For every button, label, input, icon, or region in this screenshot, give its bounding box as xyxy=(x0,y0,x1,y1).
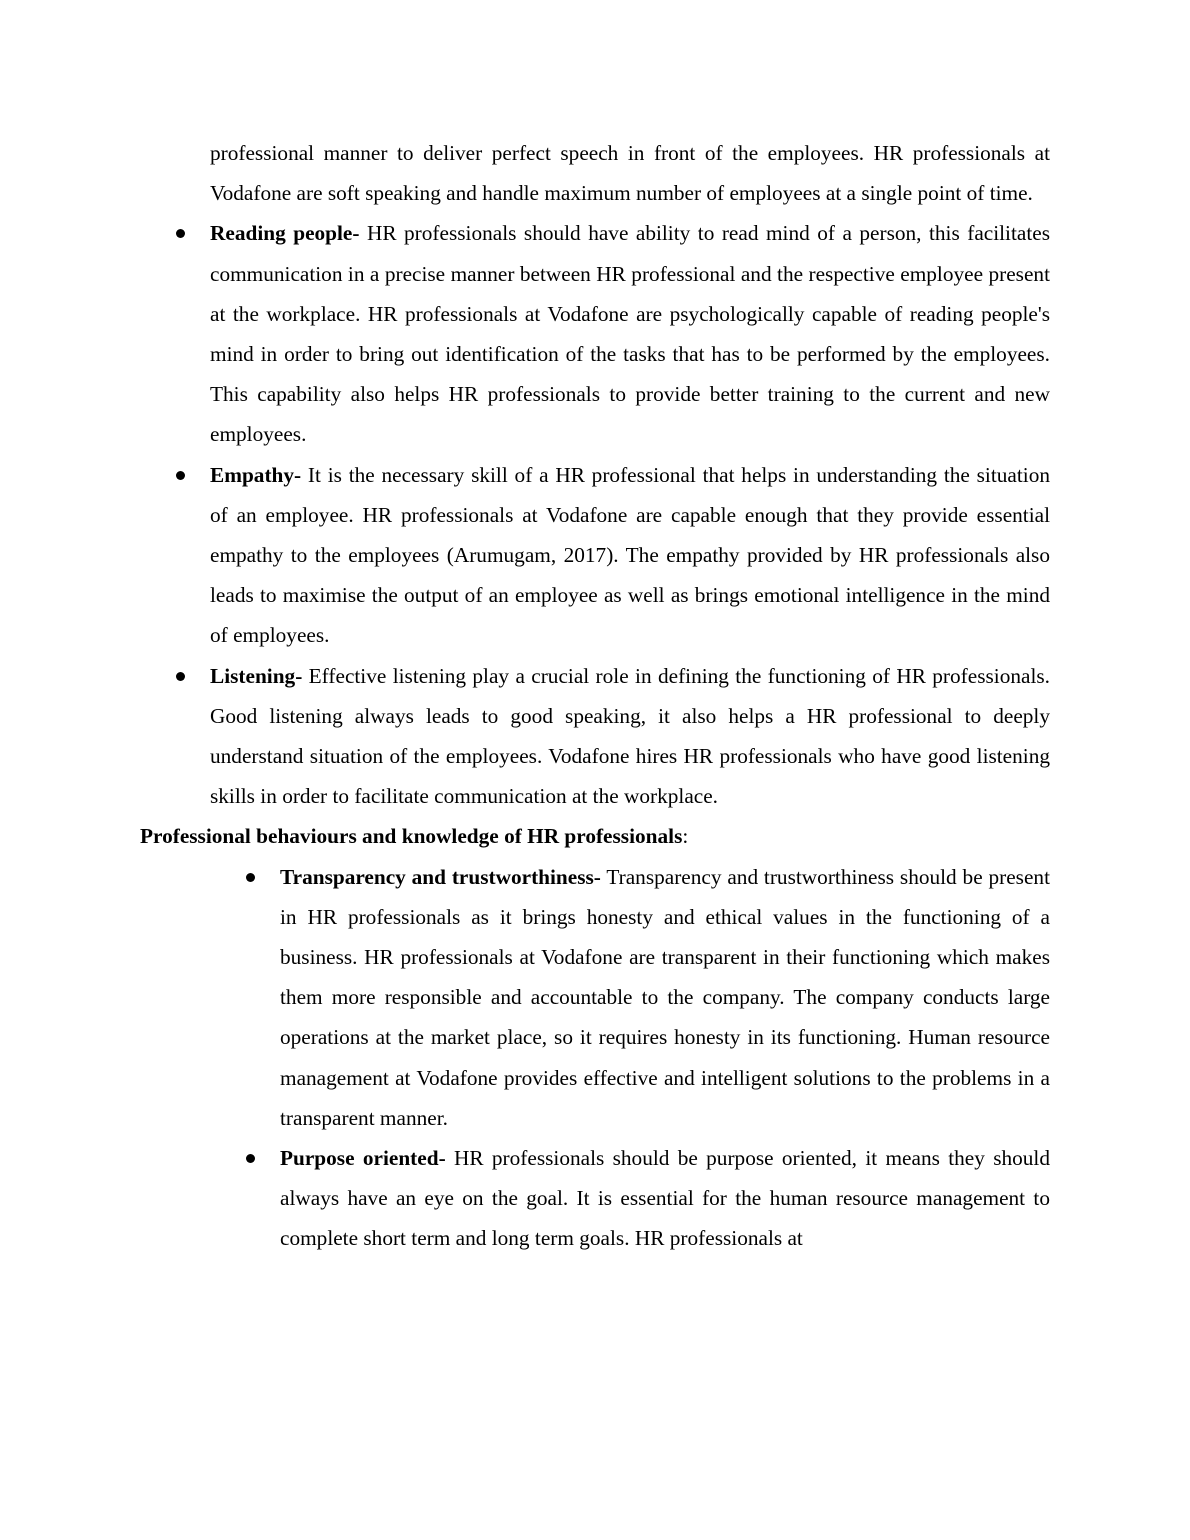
bullet-icon xyxy=(246,1154,255,1163)
list-item-term: Transparency and trustworthiness- xyxy=(280,864,601,889)
bullet-icon xyxy=(176,471,185,480)
list-item-listening xyxy=(210,656,1050,817)
list-item-transparency xyxy=(280,857,1050,1138)
section-heading-title: Professional behaviours and knowledge of HR professionals xyxy=(140,824,683,849)
continuation-paragraph: professional manner to deliver perfect speech in front of the employees. HR professionals at Vodafone are soft speaking and handle maximum number of employees at a single point of time. xyxy=(210,141,1050,206)
list-item-reading-people xyxy=(210,213,1050,454)
list-item-text: Transparency and trustworthiness should be present in HR professionals as it brings honesty and ethical values in the functioning of a business. HR professionals at Vodafone are transparent in their functioning which makes them more responsible and accountable to the company. The company conducts large operations at the market place, so it requires honesty in its functioning. Human resource management at Vodafone provides effective and intelligent solutions to the problems in a transparent manner. xyxy=(280,864,1050,1130)
section-heading-colon: : xyxy=(682,824,689,849)
list-item-empathy xyxy=(210,455,1050,656)
page-content xyxy=(140,133,1050,1259)
list-item-text: It is the necessary skill of a HR professional that helps in understanding the situation of an employee. HR professionals at Vodafone are capable enough that they provide essential empathy to the employees (Arumugam, 2017). The empathy provided by HR professionals also leads to maximise the output of an employee as well as brings emotional intelligence in the mind of employees. xyxy=(210,462,1050,648)
list-item-term: Listening- xyxy=(210,663,303,688)
professional-behaviours-list xyxy=(140,857,1050,1259)
list-item-purpose-oriented xyxy=(280,1138,1050,1259)
list-item-term: Empathy- xyxy=(210,462,302,487)
list-item-text: Effective listening play a crucial role in defining the functioning of HR professionals. Good listening always leads to good speaking, it also helps a HR professional to deeply understand situation of the employees. Vodafone hires HR professionals who have good listening skills in order to facilitate communication at the workplace. xyxy=(210,663,1050,809)
list-item-text: HR professionals should have ability to read mind of a person, this facilitates communication in a precise manner between HR professional and the respective employee present at the workplace. HR professionals at Vodafone are psychologically capable of reading people's mind in order to bring out identification of the tasks that has to be performed by the employees. This capability also helps HR professionals to provide better training to the current and new employees. xyxy=(210,221,1051,447)
list-item-term: Purpose oriented- xyxy=(280,1146,446,1171)
list-item-text: HR professionals should be purpose oriented, it means they should always have an eye on the goal. It is essential for the human resource management to complete short term and long term goals. HR professionals at xyxy=(280,1146,1050,1251)
list-item-term: Reading people- xyxy=(210,221,360,246)
bullet-icon xyxy=(176,229,185,238)
section-heading xyxy=(140,816,1050,856)
bullet-icon xyxy=(176,672,185,681)
hr-skills-list xyxy=(140,213,1050,816)
bullet-icon xyxy=(246,873,255,882)
